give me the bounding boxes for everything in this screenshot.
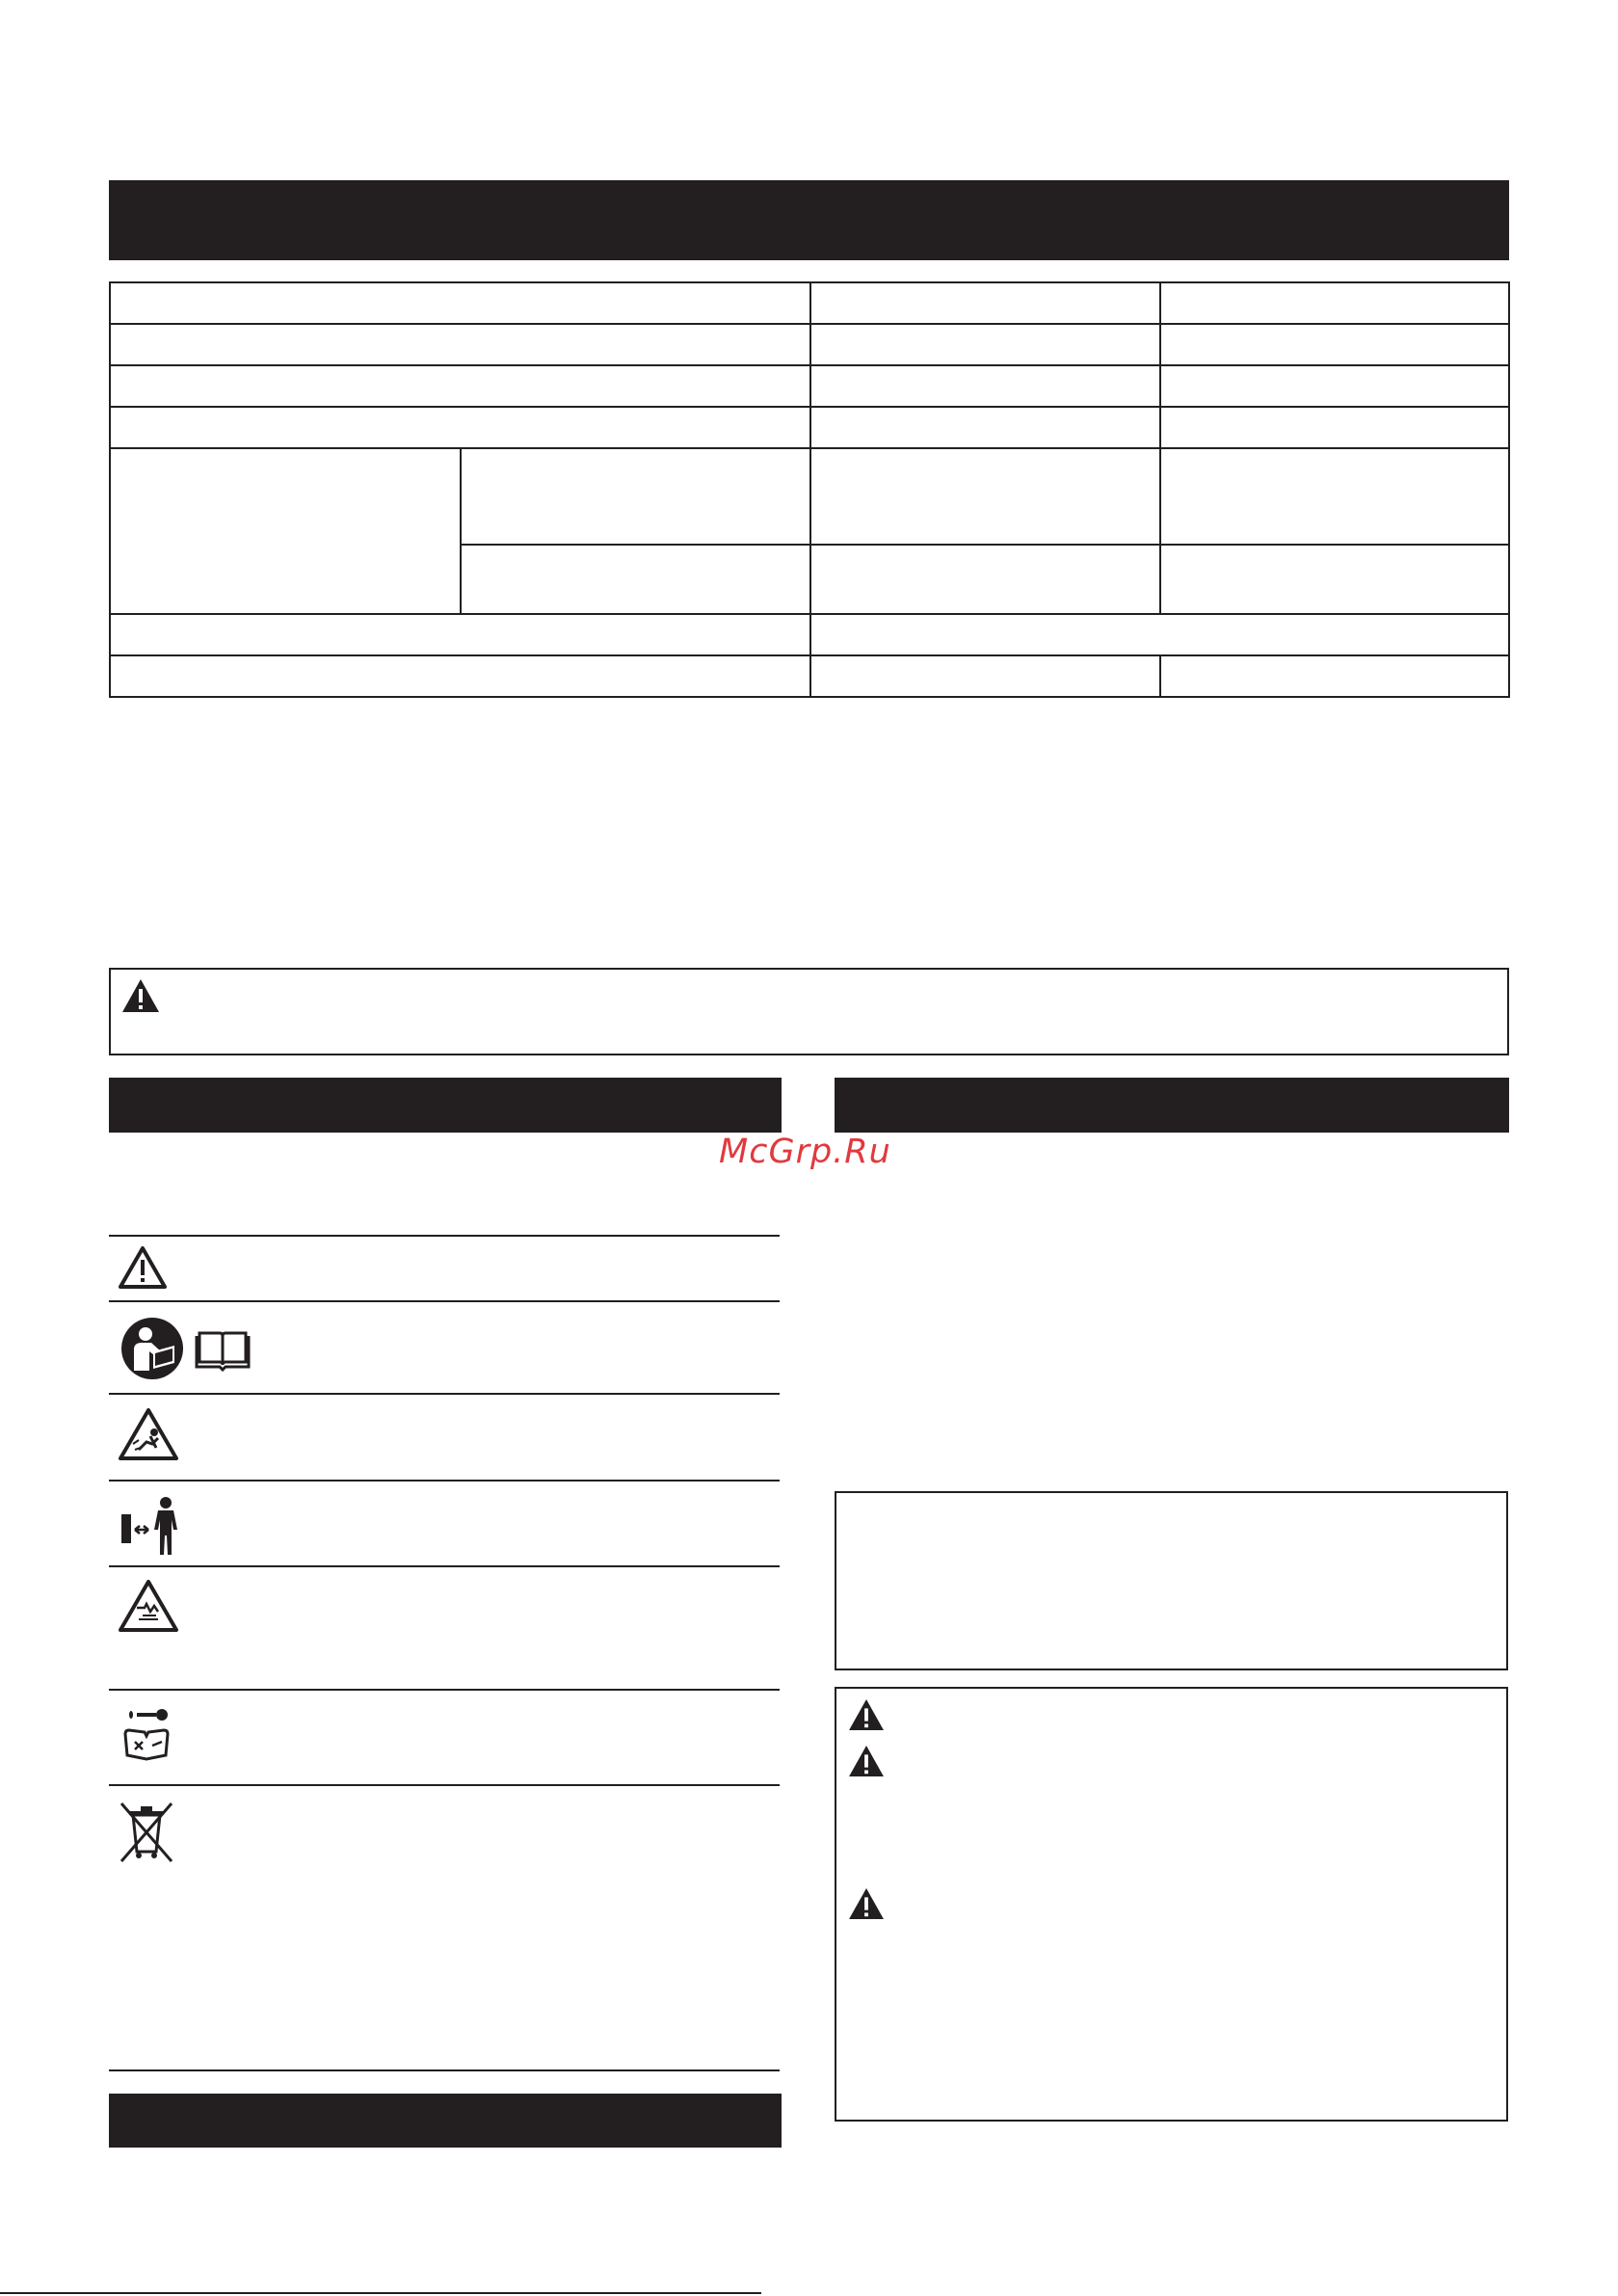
table-cell <box>1159 447 1510 546</box>
warning-triangle-icon <box>121 978 160 1013</box>
warning-triangle-icon <box>848 1745 885 1777</box>
symbol-divider <box>109 1393 780 1395</box>
open-book-icon <box>193 1330 252 1373</box>
remove-key-manual-icon <box>119 1707 175 1763</box>
warning-triangle-icon <box>848 1698 885 1731</box>
specifications-header-bar <box>109 180 1509 260</box>
symbol-divider <box>109 1235 780 1237</box>
table-cell <box>109 323 811 366</box>
symbol-divider <box>109 1784 780 1786</box>
keep-distance-icon <box>119 1495 183 1557</box>
symbol-divider <box>109 1480 780 1482</box>
symbol-divider <box>109 2069 780 2071</box>
table-cell <box>809 281 1161 325</box>
table-cell <box>109 613 811 656</box>
warning-triangle-icon <box>118 1245 168 1290</box>
warning-triangle-icon <box>848 1887 885 1920</box>
table-cell <box>1159 364 1510 408</box>
crossed-bin-icon <box>119 1802 173 1863</box>
table-cell <box>809 323 1161 366</box>
read-manual-icon <box>120 1317 184 1380</box>
table-cell <box>109 364 811 408</box>
symbols-header-bar <box>109 1078 782 1133</box>
table-cell <box>460 447 811 546</box>
symbol-divider <box>109 1565 780 1567</box>
table-cell <box>809 364 1161 408</box>
watermark: McGrp.Ru <box>719 1133 891 1171</box>
notice-box <box>835 1491 1508 1670</box>
section-header-bar <box>109 2094 782 2148</box>
table-cell <box>809 447 1161 546</box>
table-cell <box>809 654 1161 698</box>
table-cell <box>1159 281 1510 325</box>
warning-notice-box <box>109 968 1509 1055</box>
table-cell <box>1159 323 1510 366</box>
table-cell <box>1159 654 1510 698</box>
table-cell <box>109 447 462 615</box>
table-cell <box>109 654 811 698</box>
table-cell <box>1159 406 1510 449</box>
symbol-divider <box>109 1689 780 1691</box>
table-cell <box>109 406 811 449</box>
thrown-object-hazard-icon <box>118 1407 179 1461</box>
page-bottom-rule <box>0 2292 761 2294</box>
cutting-hazard-icon <box>118 1579 179 1633</box>
table-cell <box>809 544 1161 615</box>
symbol-divider <box>109 1300 780 1302</box>
table-cell <box>809 406 1161 449</box>
safety-header-bar <box>835 1078 1509 1133</box>
table-cell <box>809 613 1510 656</box>
table-cell <box>1159 544 1510 615</box>
safety-warnings-box <box>835 1687 1508 2122</box>
table-cell <box>109 281 811 325</box>
table-cell <box>460 544 811 615</box>
